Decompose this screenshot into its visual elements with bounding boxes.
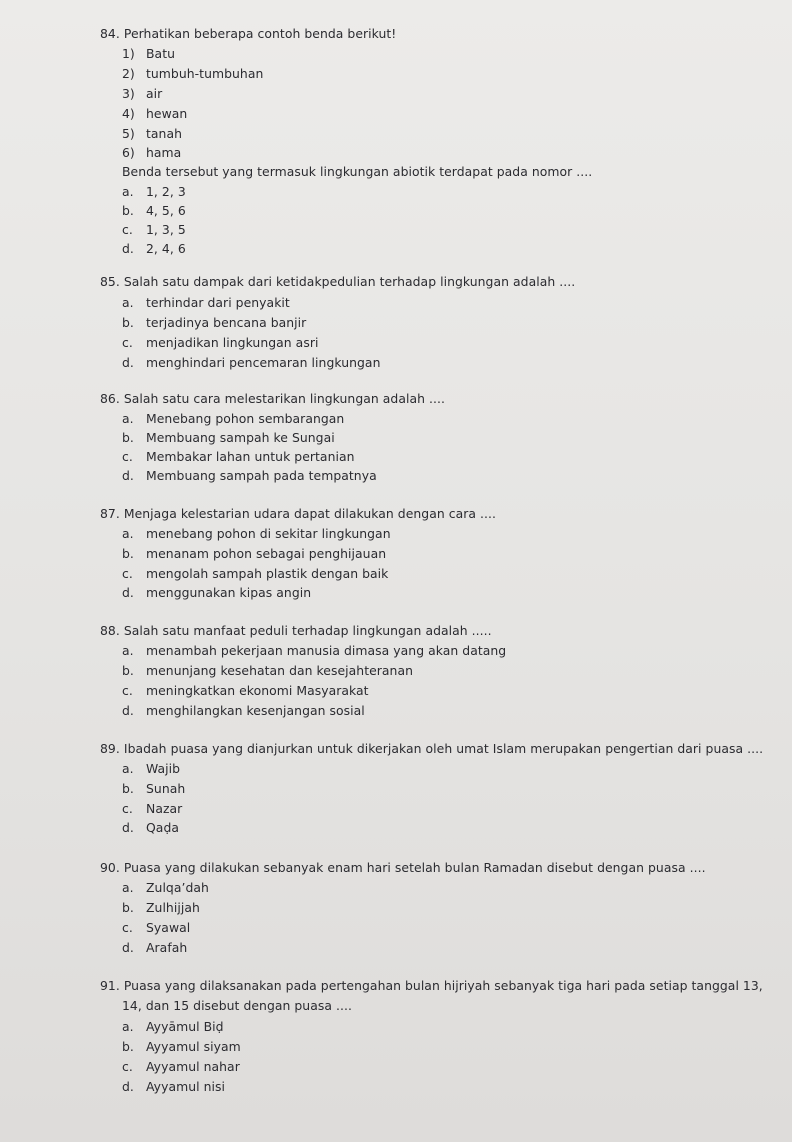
option-text: Zulhijjah — [146, 900, 200, 915]
option-letter: d. — [122, 1079, 134, 1094]
option-text: Syawal — [146, 920, 191, 935]
question-text: Ibadah puasa yang dianjurkan untuk dikerjakan oleh umat Islam merupakan pengertian dari puasa .... — [123, 741, 764, 756]
question-number: 85. — [100, 274, 120, 289]
option-text: Nazar — [146, 801, 183, 816]
option-text: terhindar dari penyakit — [146, 295, 290, 310]
option-letter: b. — [122, 430, 134, 445]
question-89-stem — [100, 741, 763, 756]
option-letter: a. — [122, 1019, 134, 1034]
option-letter: b. — [122, 663, 134, 678]
option-text: Membakar lahan untuk pertanian — [146, 449, 355, 464]
option-letter: a. — [122, 411, 134, 426]
option-text: menebang pohon di sekitar lingkungan — [146, 526, 391, 541]
option-letter: b. — [122, 1039, 134, 1054]
option-letter: c. — [122, 683, 133, 698]
option-letter: b. — [122, 781, 134, 796]
option-text: menambah pekerjaan manusia dimasa yang akan datang — [146, 643, 507, 658]
option-text: 1, 3, 5 — [146, 222, 186, 237]
option-text: mengolah sampah plastik dengan baik — [146, 566, 389, 581]
option-text: Qaḍa — [146, 820, 180, 835]
question-number: 89. — [100, 741, 120, 756]
option-letter: b. — [122, 203, 134, 218]
list-item-text: tanah — [146, 126, 183, 141]
option-letter: a. — [122, 761, 134, 776]
option-text: Arafah — [146, 940, 188, 955]
option-text: menggunakan kipas angin — [146, 585, 312, 600]
question-number: 90. — [100, 860, 120, 875]
option-text: Membuang sampah pada tempatnya — [146, 468, 377, 483]
question-text: Salah satu cara melestarikan lingkungan adalah .... — [123, 391, 445, 406]
option-text: meningkatkan ekonomi Masyarakat — [146, 683, 369, 698]
question-88-stem — [100, 623, 492, 638]
question-number: 86. — [100, 391, 120, 406]
option-text: Ayyamul siyam — [146, 1039, 241, 1054]
list-item-number: 3) — [122, 86, 135, 101]
option-text: 4, 5, 6 — [146, 203, 186, 218]
option-text: Ayyamul nisi — [146, 1079, 225, 1094]
list-item-number: 6) — [122, 145, 135, 160]
option-letter: c. — [122, 920, 133, 935]
option-text: Zulqa’dah — [146, 880, 209, 895]
option-text: Menebang pohon sembarangan — [146, 411, 345, 426]
list-item-number: 5) — [122, 126, 135, 141]
option-letter: d. — [122, 940, 134, 955]
option-text: menghilangkan kesenjangan sosial — [146, 703, 365, 718]
option-text: Ayyāmul Biḍ — [146, 1019, 224, 1034]
option-text: menanam pohon sebagai penghijauan — [146, 546, 387, 561]
question-84-prompt: Benda tersebut yang termasuk lingkungan abiotik terdapat pada nomor .... — [122, 164, 593, 179]
option-text: menunjang kesehatan dan kesejahteranan — [146, 663, 414, 678]
option-letter: b. — [122, 900, 134, 915]
question-86-stem — [100, 391, 445, 406]
list-item-number: 4) — [122, 106, 135, 121]
option-text: Membuang sampah ke Sungai — [146, 430, 335, 445]
option-letter: d. — [122, 585, 134, 600]
option-text: Wajib — [146, 761, 181, 776]
option-letter: c. — [122, 335, 133, 350]
option-letter: d. — [122, 355, 134, 370]
option-letter: a. — [122, 643, 134, 658]
question-text: Puasa yang dilaksanakan pada pertengahan bulan hijriyah sebanyak tiga hari pada setiap tanggal 13, — [123, 978, 763, 993]
question-87-stem — [100, 506, 496, 521]
option-text: terjadinya bencana banjir — [146, 315, 307, 330]
list-item-text: Batu — [146, 46, 176, 61]
option-letter: a. — [122, 295, 134, 310]
option-text: menghindari pencemaran lingkungan — [146, 355, 381, 370]
question-text: Salah satu dampak dari ketidakpedulian terhadap lingkungan adalah .... — [123, 274, 576, 289]
list-item-text: hewan — [146, 106, 188, 121]
list-item-text: hama — [146, 145, 182, 160]
option-letter: b. — [122, 315, 134, 330]
list-item-text: air — [146, 86, 163, 101]
list-item-number: 1) — [122, 46, 135, 61]
option-letter: d. — [122, 703, 134, 718]
option-letter: d. — [122, 820, 134, 835]
option-letter: c. — [122, 449, 133, 464]
question-90-stem — [100, 860, 706, 875]
option-letter: d. — [122, 241, 134, 256]
question-text: Puasa yang dilakukan sebanyak enam hari setelah bulan Ramadan disebut dengan puasa .... — [123, 860, 706, 875]
question-text: Menjaga kelestarian udara dapat dilakukan dengan cara .... — [123, 506, 496, 521]
question-84-stem — [100, 26, 396, 41]
question-number: 87. — [100, 506, 120, 521]
option-text: Ayyamul nahar — [146, 1059, 240, 1074]
option-text: Sunah — [146, 781, 186, 796]
question-text: Perhatikan beberapa contoh benda berikut! — [123, 26, 397, 41]
option-letter: c. — [122, 566, 133, 581]
question-number: 84. — [100, 26, 120, 41]
question-91-stem-continued: 14, dan 15 disebut dengan puasa .... — [122, 998, 352, 1013]
option-text: 1, 2, 3 — [146, 184, 186, 199]
question-text: Salah satu manfaat peduli terhadap lingkungan adalah ..... — [123, 623, 492, 638]
question-91-stem — [100, 978, 763, 993]
option-text: menjadikan lingkungan asri — [146, 335, 319, 350]
list-item-number: 2) — [122, 66, 135, 81]
option-letter: c. — [122, 1059, 133, 1074]
question-number: 91. — [100, 978, 120, 993]
option-letter: d. — [122, 468, 134, 483]
option-letter: c. — [122, 801, 133, 816]
option-letter: b. — [122, 546, 134, 561]
list-item-text: tumbuh-tumbuhan — [146, 66, 264, 81]
question-number: 88. — [100, 623, 120, 638]
option-letter: a. — [122, 526, 134, 541]
option-letter: c. — [122, 222, 133, 237]
option-letter: a. — [122, 184, 134, 199]
option-text: 2, 4, 6 — [146, 241, 186, 256]
option-letter: a. — [122, 880, 134, 895]
question-85-stem — [100, 274, 575, 289]
